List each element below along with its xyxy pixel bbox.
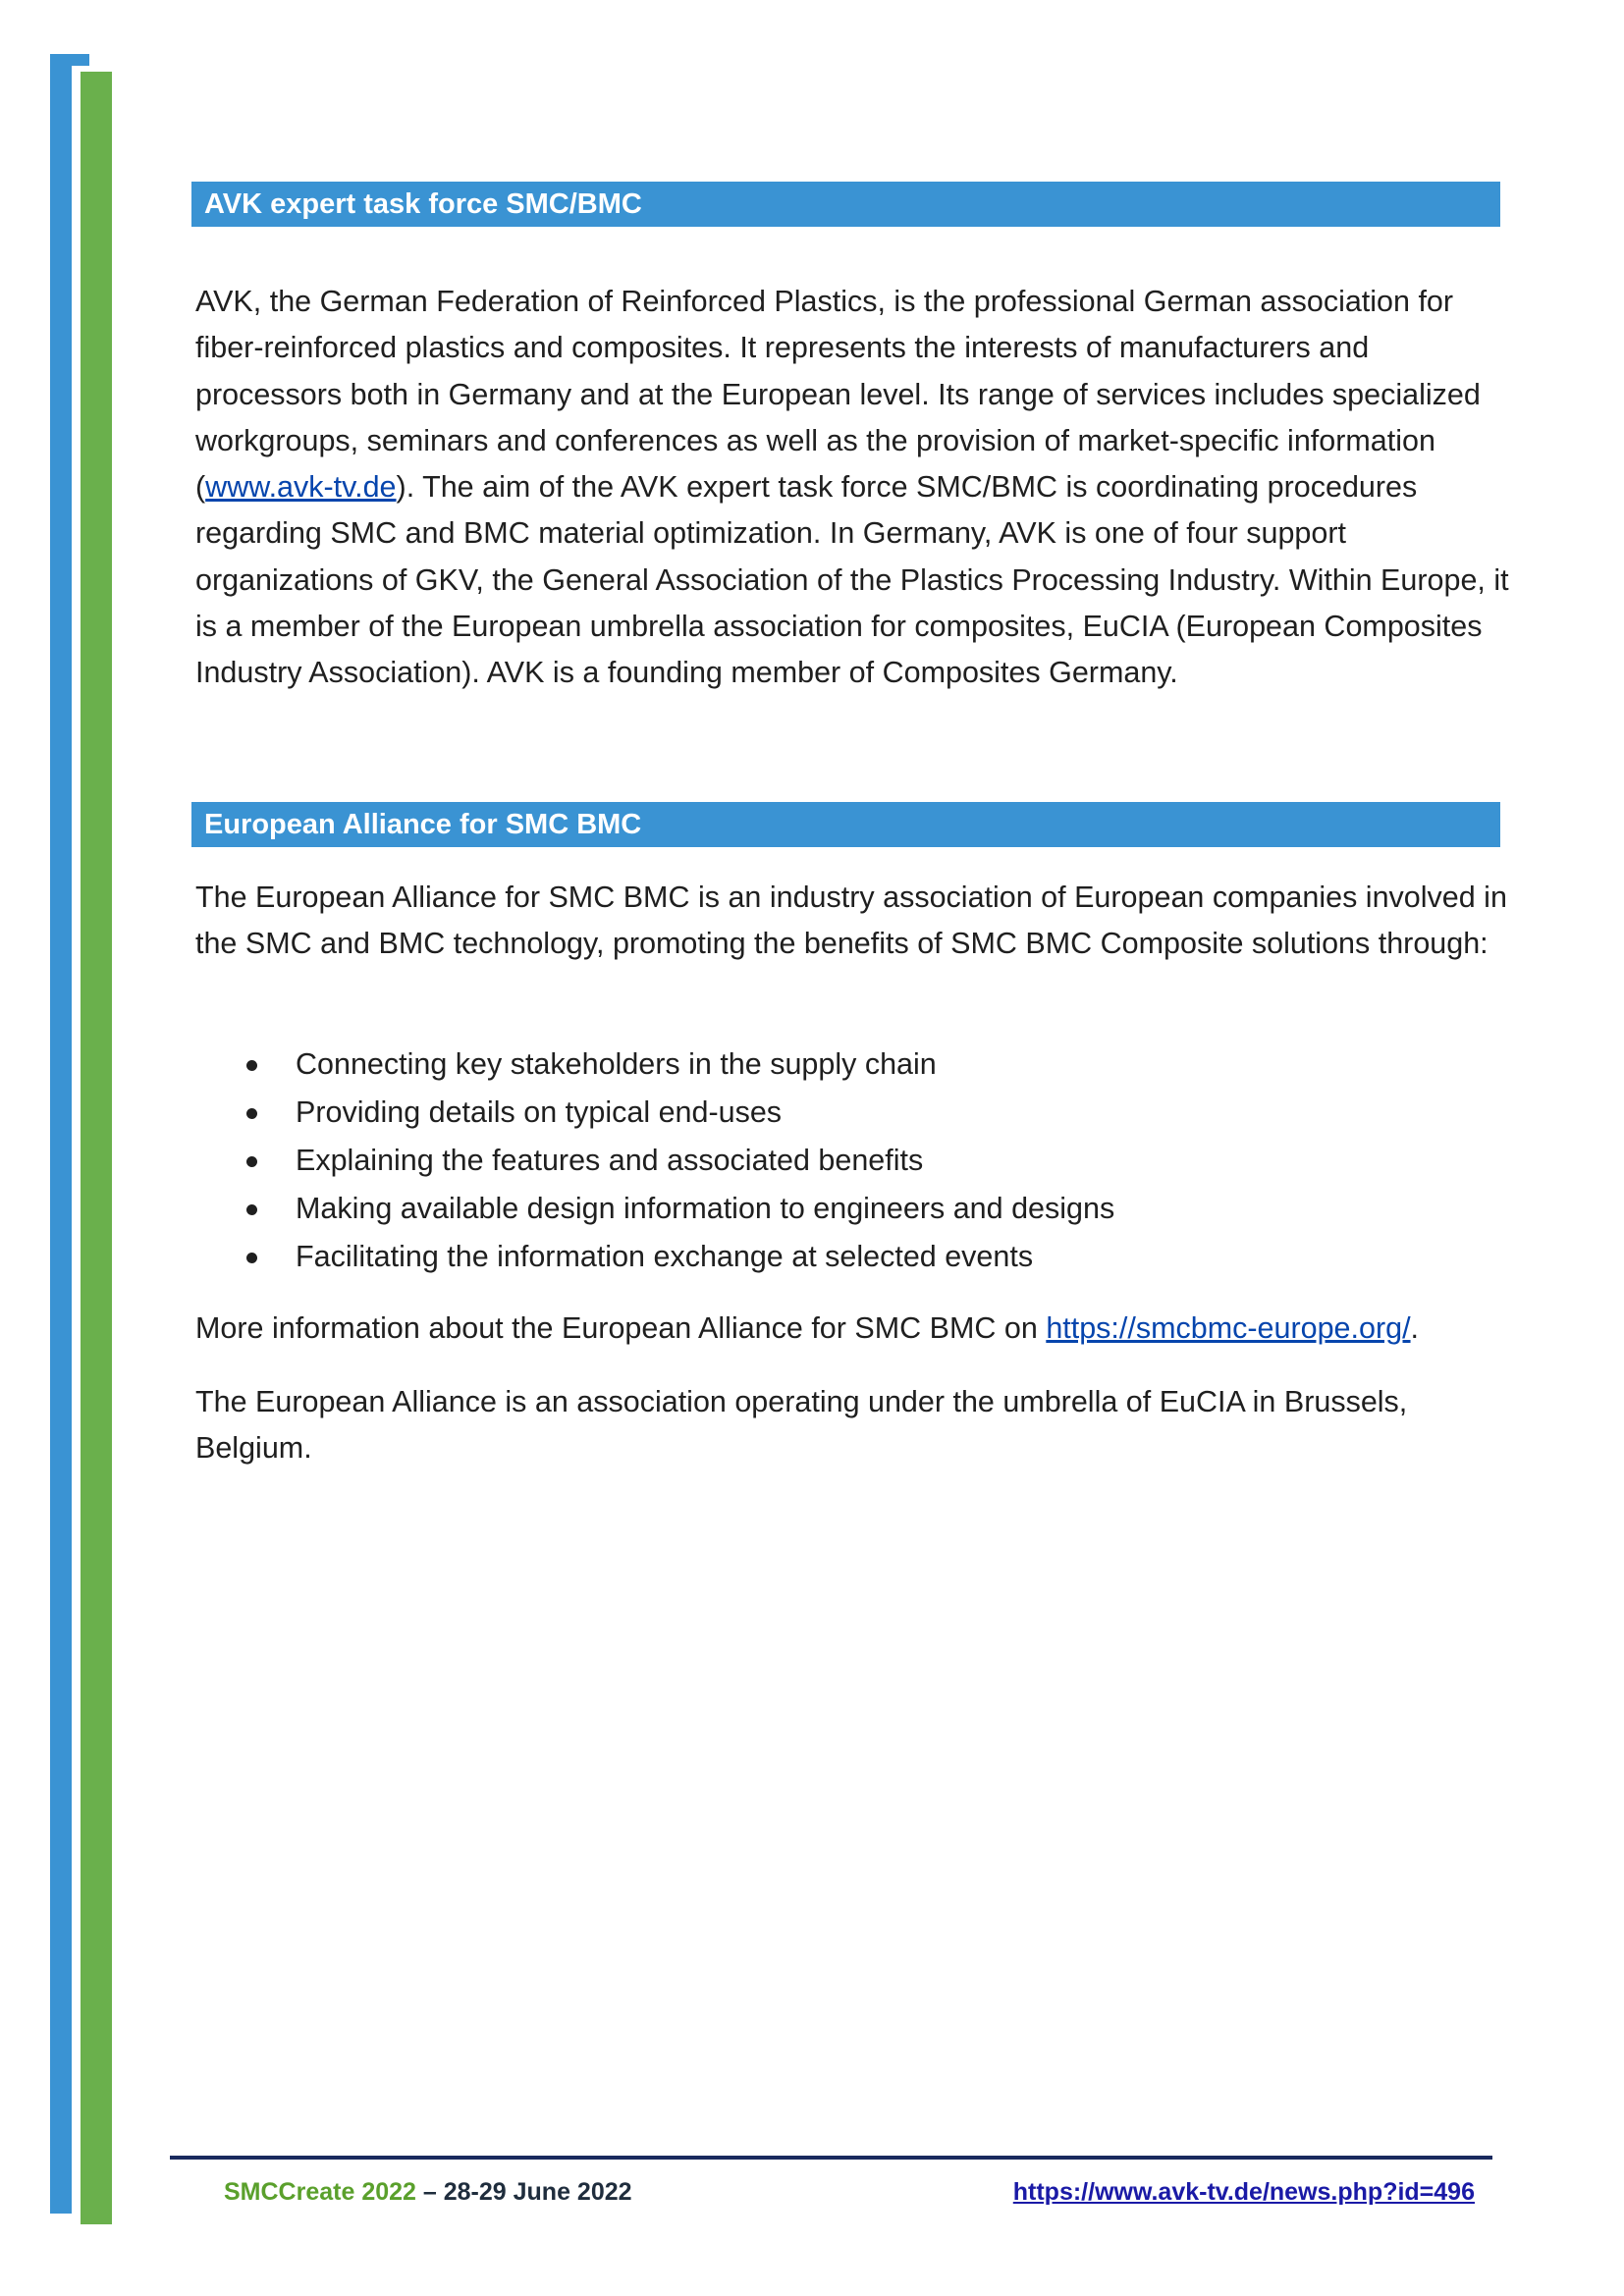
avk-website-link[interactable]: www.avk-tv.de <box>205 470 397 505</box>
avk-paragraph-text-end: ). The aim of the AVK expert task force SMC/BMC is coordinating procedures regarding SMC and BMC material optimization. In Germany, AVK is one of four support organizations of GKV, the General Association of the Plastics Processing Industry. Within Europe, it is a member of the European umbrella association for composites, EuCIA (European Composites Industry Association). AVK is a founding member of Composites Germany. <box>195 470 1509 690</box>
list-item <box>195 1233 1114 1281</box>
alliance-benefits-list <box>195 1041 1114 1281</box>
left-accent-bar-blue <box>50 54 72 2214</box>
avk-paragraph <box>195 279 1511 697</box>
section-heading-alliance: European Alliance for SMC BMC <box>191 802 1500 847</box>
list-item-text: Facilitating the information exchange at selected events <box>296 1240 1034 1273</box>
left-accent-bar-blue-cap <box>50 54 89 66</box>
list-item <box>195 1137 1114 1185</box>
list-item-text: Providing details on typical end-uses <box>296 1095 783 1129</box>
list-item <box>195 1185 1114 1233</box>
footer-date: – 28-29 June 2022 <box>415 2178 632 2206</box>
alliance-intro-paragraph: The European Alliance for SMC BMC is an industry association of European companies involved in the SMC and BMC technology, promoting the benefits of SMC BMC Composite solutions through: <box>195 881 1507 961</box>
closing-paragraph: The European Alliance is an association operating under the umbrella of EuCIA in Brussels, Belgium. <box>195 1385 1408 1466</box>
bullet-icon <box>246 1108 257 1119</box>
more-info-paragraph <box>195 1306 1511 1352</box>
footer-event <box>224 2175 632 2209</box>
avk-paragraph-text-start: AVK, the German Federation of Reinforced Plastics, is the professional German association for fiber-reinforced plastics and composites. It represents the interests of manufacturers and processors both in Germany and at the European level. Its range of services includes specialized workgroups, seminars and conferences as well as the provision of market-specific information ( <box>195 285 1481 505</box>
left-accent-bar-green <box>81 72 112 2224</box>
footer-brand: SMCCreate 2022 <box>224 2178 416 2206</box>
bullet-icon <box>246 1253 257 1263</box>
list-item <box>195 1089 1114 1137</box>
alliance-website-link[interactable]: https://smcbmc-europe.org/ <box>1046 1311 1411 1345</box>
more-info-text: More information about the European Alliance for SMC BMC on <box>195 1311 1047 1345</box>
more-info-period: . <box>1410 1311 1420 1345</box>
list-item <box>195 1041 1114 1089</box>
list-item-text: Connecting key stakeholders in the supply chain <box>296 1047 937 1081</box>
footer-news-link[interactable]: https://www.avk-tv.de/news.php?id=496 <box>1012 2178 1475 2206</box>
list-item-text: Making available design information to engineers and designs <box>296 1192 1115 1225</box>
list-item-text: Explaining the features and associated benefits <box>296 1144 924 1177</box>
section-heading-avk: AVK expert task force SMC/BMC <box>191 182 1500 227</box>
footer-divider <box>170 2156 1492 2160</box>
bullet-icon <box>246 1204 257 1215</box>
bullet-icon <box>246 1060 257 1071</box>
bullet-icon <box>246 1156 257 1167</box>
